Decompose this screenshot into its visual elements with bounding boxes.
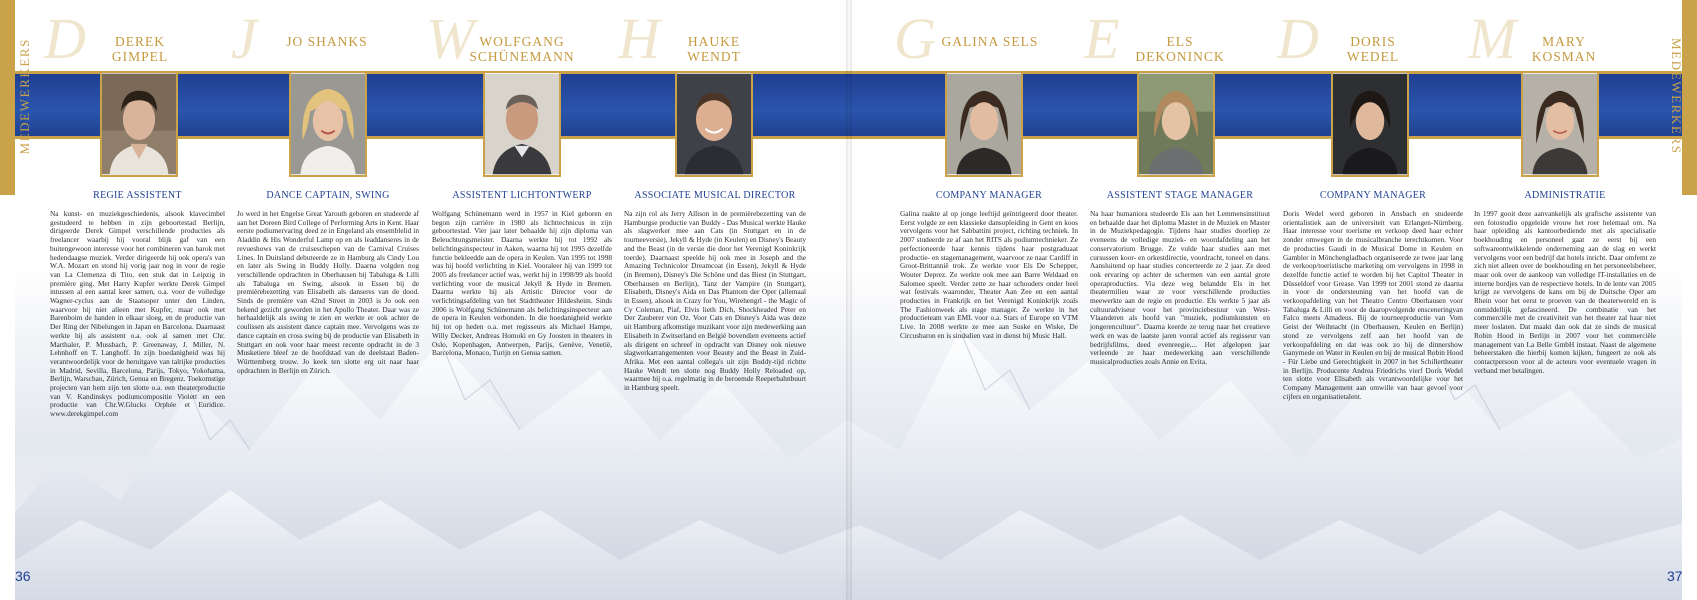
name-initial: W [426, 6, 475, 71]
member-derek-gimpel [44, 0, 225, 600]
left-side-gold [0, 0, 15, 195]
member-bio: Na zijn rol als Jerry Allison in de premièrebezetting van de Hamburgse productie van Buddy - Das Musical werkte Hauke als slagwerker mee aan Cats (in Stuttgart en in de tourneeversie), Jekyll & Hyde (in Keulen) en Disney's Beauty and the Beast (in de versie die door het Verenigd Koninkrijk toerde). Daarnaast speelde hij ook mee in Joseph and the Amazing Technicolor Dreamcoat (in Essen), Jekyll & Hyde (in Bremen), Disney's Die Schöne und das Biest (in Stuttgart, Oberhausen en Berlijn), Tanz der Vampire (in Stuttgart), Elisabeth, Disney's Aida en Das Phantom der Oper (allemaal in Essen), alsook in Crazy for You, Wirehengrl - the Magic of Cy Coleman, Piaf, Elvis lieth Dich, Shockheaded Peter en Der Zauberer von Oz. Voor Cats en Disney's Aida was deze uit Hamburg afkomstige muzikant voor zijn medewerking aan Elisabeth in Zwitserland en België bovendien eveneens actief als dirigent en schreef in opdracht van Disney ook nieuwe slagwerkarrangementen voor Beauty and the Beast in Zuid-Afrika. Met een aantal collega's uit zijn Buddy-tijd richtte Hauke Wendt ten slotte nog Buddy Holly Reloaded op, waarmee hij o.a. regelmatig in de beroemde Reeperbahnbuurt in Hamburg speelt. [624, 209, 806, 393]
member-mary-kosman [1468, 0, 1656, 600]
name-initial: D [44, 6, 86, 71]
member-role: COMPANY MANAGER [1319, 190, 1427, 201]
portrait-photo [289, 71, 367, 177]
member-bio: Doris Wedel werd geboren in Ansbach en studeerde orientalistiek aan de universiteit van Erlangen-Nürnberg. Haar interesse voor toerisme en verkoop deed haar echter zonder omwegen in de musicalbranche terechtkomen. Voor de producties Gaudi in de Musical Dome in Keulen en Gambler in Mönchengladbach organiseerde ze twee jaar lang de verkoop/toeristische marketing om vervolgens in 1998 in dezelfde functie actief te worden bij het Capitol Theater in Düsseldorf voor Grease. Van 1999 tot 2001 stond ze daarna in voor de ondersteuning van het hoofd van de verkoopafdeling van het Theatro Centro Oberhausen voor Tabaluga & Lilli en voor de daaropvolgende ensceneringvan Falco meets Amadeus. Bij de tourneeproductie van Vom Geist der Weihnacht (in Oberhausen, Keulen en Berlijn) stond ze vervolgens zelf aan het hoofd van de verkoopafdeling en dat was ook zo bij de dinnershow Ganymede on Water in Keulen en bij de musical Robin Hood - Für Liebe und Gerechtigkeit in 2007 in het Schillertheater in Berlijn. Producente Andrea Friedrichs vierf Doris Wedel ten slotte voor Elisabeth als verantwoordelijke voor het Company Management aan omwille van haar gevoel voor cijfers en organisatietalent. [1283, 209, 1463, 401]
member-name: DEREK GIMPEL [111, 34, 169, 64]
portrait-photo [1333, 73, 1407, 175]
member-bio: Wolfgang Schünemann werd in 1957 in Kiel geboren en begon zijn carrière in 1980 als lichttechnicus in zijn geboortestad. Vier jaar later behaalde hij zijn diploma van Beleuchtungsmeister. Daarna werkte hij tot 1992 als belichtingsinspecteur in Aaken, waarna hij tot 1995 dezelfde functie bekleedde aan de opera in Keulen. Van 1995 tot 1998 was hij hoofd verlichting in Kiel. Vooraleer hij van 1999 tot 2005 als freelancer actief was, werkt hij in 1998/99 als hoofd verlichting voor de musical Jekyll & Hyde in Bremen. Daarna werkte hij als Artistic Director voor de verlichtingsafdeling van het Stadttheater Hildesheim. Sinds 2006 is Wolfgang Schünemann als belichtingsinspecteur aan de opera in Keulen verbonden. In die hoedanigheid werkte hij tot op heden o.a. met regisseurs als Michael Hampe, Willy Decker, Andreas Homoki en Gy Joosten in theaters in Oslo, Kopenhagen, Antwerpen, Parijs, Genève, Venetië, Barcelona, Monaco, Turijn en Genua samen. [432, 209, 612, 358]
name-initial: H [618, 6, 660, 71]
right-side-strip [1682, 0, 1697, 600]
portrait-photo [677, 73, 751, 175]
side-label-left: MEDEWERKERS [17, 38, 32, 155]
member-name: GALINA SELS [941, 34, 1039, 49]
member-els-dekoninck [1084, 0, 1270, 600]
portrait-photo [947, 73, 1021, 175]
member-bio: Galina raakte al op jonge leeftijd geïntrigeerd door theater. Eerst volgde ze een klassieke dansopleiding in Gent en koos vervolgens voor het Sabbattini project, richting techniek. In 2007 studeerde ze af aan het RITS als podiumtechnieker. Ze perfectioneerde haar kennis tijdens haar postgraduaat productie- en stagemanagement, waarvoor ze naar Cardiff in Groot-Brittannië trok. Ze werkte voor Els De Schepper, Wouter Deprez. Ze werkte ook mee aan Barre Weldaad en Salomee speelt. Verder zette ze haar schouders onder heel wat festivals waaronder, Theater Aan Zee en een aantal producties in Frankrijk en het Verenigd Koninkrijk zoals The Fashionweek als stage manager. Ze werkte in het productieteam van EML voor o.a. Stars of Europe en VTM Live. In 2008 werkte ze mee aan Suske en Wiske, De Circusbaron en is sindsdien vast in dienst bij Music Hall. [900, 209, 1078, 340]
member-role: ASSISTENT LICHTONTWERP [452, 190, 592, 201]
portrait-photo [1521, 71, 1599, 177]
name-initial: E [1084, 6, 1120, 71]
name-initial: M [1468, 6, 1517, 71]
page-number-right: 37 [1667, 568, 1683, 584]
left-side-strip [0, 0, 15, 600]
portrait-photo [102, 73, 176, 175]
member-bio: Jo werd in het Engelse Great Yarouth geboren en studeerde af aan het Doreen Bird College of Performing Arts in Kent. Haar eerste podiumervaring deed ze in Engeland als ensemblelid in Aladdin & His Wonderful Lamp op en als leaddanseres in de revueshows van de cruiseschepen van de Carnival Cruises Lines. In Duitsland debuteerde ze in Hamburg als Cindy Lou en later als Swing in Buddy Holly. Daarna volgden nog verschillende opdrachten in Oberhausen bij Tabaluga & Lilli als Tabaluga en Swing, alsook in Essen bij de premièrebezetting van Elisabeth als danseres van de dood. Sinds de première van 42nd Street in 2003 is Jo ook een bekend gezicht geworden in het Apollo Theater. Daar was ze herhaaldelijk als swing te zien en werkte er ook achter de coulissen als assistent dance captain mee. Vervolgens was ze dance captain en cross swing bij de productie van Elisabeth in Stuttgart en ook voor haar meest recente opdracht in de 3 Musketiere bleef ze de hoofdstad van de deelstaat Baden-Württemberg trouw. Jo keek ten slotte erg uit naar haar opdrachten in Berlijn en Zürich. [237, 209, 419, 375]
member-role: DANCE CAPTAIN, SWING [266, 190, 390, 201]
member-hauke-wendt [618, 0, 806, 600]
portrait-photo [291, 73, 365, 175]
portrait-photo [675, 71, 753, 177]
side-label-right: MEDEWERKERS [1669, 38, 1684, 155]
member-role: REGIE ASSISTENT [93, 190, 182, 201]
member-name: HAUKE WENDT [687, 34, 741, 64]
member-role: ADMINISTRATIE [1524, 190, 1606, 201]
portrait-photo [945, 71, 1023, 177]
portrait-photo [1139, 73, 1213, 175]
member-bio: Na haar humaniora studeerde Els aan het Lemmensinstituut en behaalde daar het diploma Master in de Muziek en Master in de Muziekpedagogie. Tijdens haar studies doorliep ze eveneens de volledige muziek- en woordafdeling aan het conservatorium Brugge. Ze vulde haar studies aan met cursussen koor- en orkestdirectie, voordracht, toneel en dans. Aansluitend op haar studies concerteerde ze 2 jaar. Ze deed ook ervaring op achter de schermen van een aantal grote operaproducties. Via deze weg belandde Els in het theatermilieu waar ze voor verschillende producties meewerkte aan de regie en productie. Els werkte 5 jaar als cultuuradviseur voor het provinciebestuur van West-Vlaanderen als hoofd van "muziek, podiumkunsten en jongerencultuur". Daarna keerde ze terug naar het creatieve werk en was de laatste jaren vooral actief als regisseur van bedrijfsfilms, deed evenreegie,... Het afgelopen jaar verleende ze haar medewerking aan verschillende musicalproducties zoals Annie en Evita. [1090, 209, 1270, 366]
member-bio: In 1997 gooit deze aanvankelijk als grafische assistente van een fotostudio opgeleide vrouw het roer helemaal om. Na haar opleiding als kantoorbediende met als specialisatie boekhouding en personeel gaat ze eerst bij een softwareontwikkelende onderneming aan de slag en werkt vervolgens voor een bedrijf dat hotels inricht. Daar omfemt ze zich niet alleen over de boekhouding en het personeelsbeheer, maar ook over de aankoop van volledige IT-installaties en de interne bordjes van de respectieve hotels. In de lente van 2005 krijgt ze vervolgens de kans om bij de Duitsche Oper am Rhein voor het eerst te proeven van de theaterwereld en is onmiddellijk gefascineerd. De combinatie van het commerciële met de creativiteit van het theater zal haar niet meer loslaten. Dat maakt dan ook dat ze sinds de musical Robin Hood in Berlijn in 2007 voor het commerciële management van La Belle GmbH instaat. Naast de algemene beheerstaken die hierbij komen kijken, fungeert ze ook als contactpersoon voor al de acteurs voor eventuele vragen in verband met betalingen. [1474, 209, 1656, 375]
member-name: DORIS WEDEL [1346, 34, 1400, 64]
name-initial: G [894, 6, 936, 71]
portrait-photo [483, 71, 561, 177]
member-doris-wedel [1277, 0, 1463, 600]
member-role: ASSISTENT STAGE MANAGER [1106, 190, 1254, 201]
member-wolfgang-schunemann [426, 0, 612, 600]
portrait-photo [1137, 71, 1215, 177]
member-name: ELS DEKONINCK [1135, 34, 1225, 64]
member-name: MARY KOSMAN [1531, 34, 1597, 64]
member-jo-shanks [231, 0, 419, 600]
member-role: COMPANY MANAGER [935, 190, 1043, 201]
portrait-photo [485, 73, 559, 175]
page-number-left: 36 [15, 568, 31, 584]
member-name: WOLFGANG SCHÜNEMANN [469, 34, 575, 64]
name-initial: D [1277, 6, 1319, 71]
member-role: ASSOCIATE MUSICAL DIRECTOR [634, 190, 796, 201]
portrait-photo [1331, 71, 1409, 177]
member-galina-sels [894, 0, 1078, 600]
member-bio: Na kunst- en muziekgeschiedenis, alsook klavecimbel gestudeerd te hebben in zijn geboortestad Berlijn, dirigeerde Derek Gimpel verschillende producties als freelancer waarbij hij vooral blijk gaf van een buitengewoon interesse voor het combineren van barok met hedendaagse muziek. Verder dirigeerde hij ook opera's van W.A. Mozart en stond hij vorig jaar nog in voor de regie van La Clemenza di Tito, een stuk dat in Leipzig in première ging. Met Harry Kupfer werkte Derek Gimpel intussen al een aantal keer samen, o.a. voor de volledige Wagner-cyclus aan de Staatsoper unter den Linden, waarvoor hij niet alleen met Kupfer, maar ook met Barenboim de handen in elkaar sloeg, en de productie van Der Ring der Nibelungen in Japan en Barcelona. Daarnaast werkte hij als assistent o.a. ook al samen met Chr. Marthaler, P. Mussbach, P. Greenaway, J. Miller, N. Lehnhoff en T. Langhoff. In zijn hoedanigheid was hij verantwoordelijk voor de heruitgave van talrijke producties in Madrid, Sevilla, Barcelona, Parijs, Tokyo, Yokohama, Berlijn, Warschau, Zürich, Genua en Bregenz. Toekomstige projecten van hem zijn ten slotte o.a. een theaterproductie van V. Kandinskys podiumcompositie Violett en een productie van Chr.W.Glucks Orphée et Euridice. www.derekgimpel.com [50, 209, 225, 419]
page-spine [846, 0, 852, 600]
right-side-gold [1682, 0, 1697, 195]
portrait-photo [1523, 73, 1597, 175]
name-initial: J [231, 6, 257, 71]
portrait-photo [100, 71, 178, 177]
member-name: JO SHANKS [286, 34, 368, 49]
